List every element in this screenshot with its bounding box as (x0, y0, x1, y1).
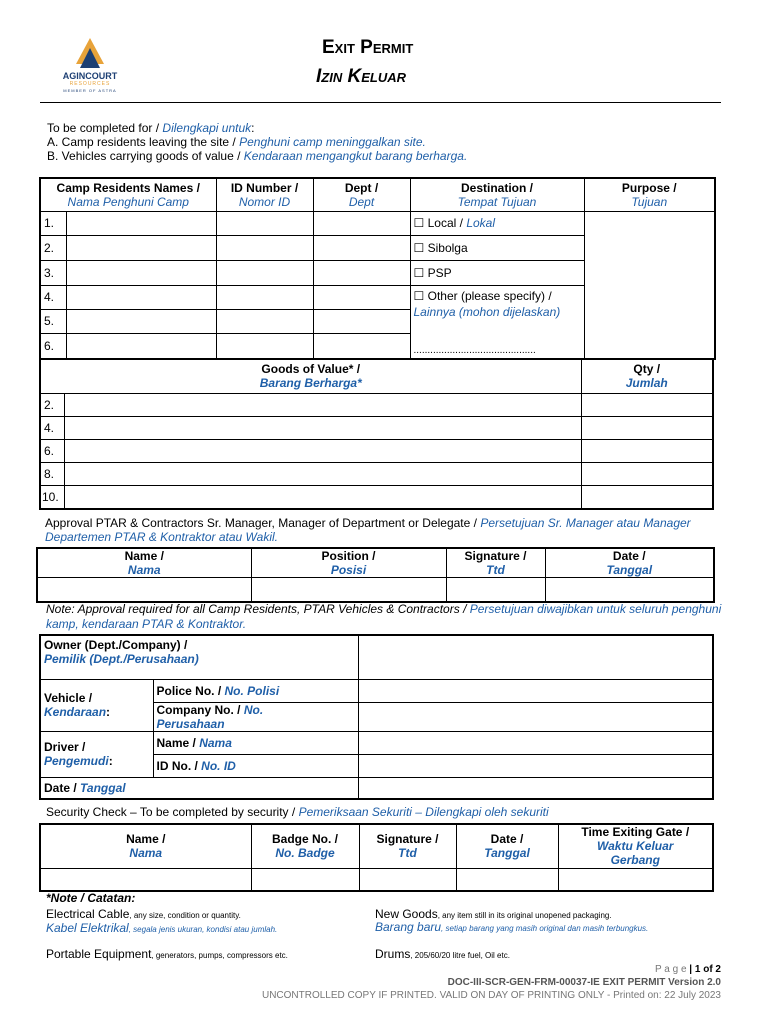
dest-other[interactable]: ☐ Other (please specify) / Lainnya (mohon dijelaskan) ............................................ (410, 285, 584, 359)
vehicle-date-label: Date / Tanggal (40, 777, 358, 799)
col-header-time-exiting: Time Exiting Gate / Waktu Keluar Gerbang (558, 824, 713, 868)
row-number: 2. (41, 236, 67, 260)
intro-l1-id: Dilengkapi untuk (162, 121, 252, 135)
dept-cell[interactable] (313, 309, 410, 333)
col-header-name: Name / Nama (40, 824, 251, 868)
approval-name-cell[interactable] (37, 578, 251, 602)
dept-cell[interactable] (313, 235, 410, 260)
approval-table (36, 547, 715, 603)
vehicle-label: Vehicle / Kendaraan: (40, 679, 153, 731)
dept-cell[interactable] (313, 333, 410, 359)
note-text-id: Persetujuan diwajibkan untuk seluruh penghuni kamp, kendaraan PTAR & Kontraktor. (46, 602, 722, 631)
intro-line-3 (47, 149, 467, 163)
uncontrolled-notice: UNCONTROLLED COPY IF PRINTED. VALID ON DAY OF PRINTING ONLY - Printed on: 22 July 2023 (261, 990, 721, 1001)
security-date-cell[interactable] (456, 868, 558, 891)
table-row[interactable] (40, 235, 216, 260)
qty-cell[interactable] (581, 416, 713, 439)
id-cell[interactable] (216, 285, 313, 309)
table-row[interactable] (40, 285, 216, 309)
security-badge-cell[interactable] (251, 868, 359, 891)
table-row[interactable] (40, 211, 216, 235)
police-label: Police No. / No. Polisi (153, 679, 358, 702)
dept-cell[interactable] (313, 211, 410, 235)
doc-id: DOC-III-SCR-GEN-FRM-00037-IE EXIT PERMIT Version 2.0 (447, 977, 721, 988)
intro-l2-id: Penghuni camp meninggalkan site. (239, 135, 426, 149)
goods-cell[interactable] (64, 416, 581, 439)
col-header-position: Position / Posisi (251, 548, 446, 578)
note-drums: Drums, 205/60/20 litre fuel, Oil etc. (375, 947, 510, 961)
logo-name: AGINCOURT (62, 71, 118, 81)
approval-signature-cell[interactable] (446, 578, 545, 602)
row-number: 6. (41, 334, 67, 358)
notes-heading: *Note / Catatan: (46, 891, 136, 905)
note-electrical-id: Kabel Elektrikal, segala jenis ukuran, kondisi atau jumlah. (46, 921, 278, 935)
dest-local[interactable]: ☐ Local / Lokal (410, 211, 584, 235)
security-time-cell[interactable] (558, 868, 713, 891)
col-header-signature: Signature / Ttd (359, 824, 456, 868)
col-header-id: ID Number / Nomor ID (216, 178, 313, 211)
col-header-dept: Dept / Dept (313, 178, 410, 211)
dept-cell[interactable] (313, 260, 410, 285)
col-header-qty: Qty / Jumlah (581, 359, 713, 393)
row-number: 1. (41, 212, 67, 235)
dest-psp[interactable]: ☐ PSP (410, 260, 584, 285)
checkbox-icon[interactable]: ☐ (413, 216, 425, 230)
approval-text-id: Persetujuan Sr. Manager atau Manager Departemen PTAR & Kontraktor atau Wakil. (45, 516, 691, 544)
company-logo (58, 38, 122, 96)
note-text (46, 602, 726, 632)
intro-l1-en: To be completed for / (47, 121, 163, 135)
col-header-purpose: Purpose / Tujuan (584, 178, 715, 211)
approval-date-cell[interactable] (545, 578, 714, 602)
purpose-cell[interactable] (584, 211, 715, 359)
id-cell[interactable] (216, 333, 313, 359)
qty-cell[interactable] (581, 462, 713, 485)
driver-id-value-cell[interactable] (358, 754, 713, 777)
driver-id-label: ID No. / No. ID (153, 754, 358, 777)
residents-table (39, 177, 716, 360)
qty-cell[interactable] (581, 393, 713, 416)
row-number: 5. (41, 310, 67, 333)
intro-l1-colon: : (251, 121, 255, 135)
title-en: Exit Permit (322, 37, 414, 58)
approval-text (45, 516, 713, 544)
security-text (46, 805, 549, 819)
note-electrical: Electrical Cable, any size, condition or quantity. (46, 907, 241, 921)
id-cell[interactable] (216, 309, 313, 333)
logo-sub: RESOURCES (69, 81, 111, 87)
driver-name-label: Name / Nama (153, 731, 358, 754)
intro-line-1 (47, 121, 254, 135)
goods-cell[interactable] (64, 439, 581, 462)
row-number: 6. (40, 439, 64, 462)
security-signature-cell[interactable] (359, 868, 456, 891)
id-cell[interactable] (216, 260, 313, 285)
security-table (39, 823, 714, 892)
security-text-en: Security Check – To be completed by security / (46, 805, 299, 819)
row-number: 10. (40, 485, 64, 509)
intro-l2-en: A. Camp residents leaving the site / (47, 135, 240, 149)
checkbox-icon[interactable]: ☐ (413, 288, 425, 303)
col-header-date: Date / Tanggal (456, 824, 558, 868)
col-header-destination: Destination / Tempat Tujuan (410, 178, 584, 211)
vehicle-date-value-cell[interactable] (358, 777, 713, 799)
table-row[interactable] (40, 260, 216, 285)
intro-l3-en: B. Vehicles carrying goods of value / (47, 149, 244, 163)
security-name-cell[interactable] (40, 868, 251, 891)
note-text-en: Note: Approval required for all Camp Residents, PTAR Vehicles & Contractors / (46, 602, 470, 616)
row-number: 2. (40, 393, 64, 416)
note-new-goods-id: Barang baru, setiap barang yang masih original dan masih terbungkus. (375, 920, 649, 934)
driver-name-value-cell[interactable] (358, 731, 713, 754)
company-value-cell[interactable] (358, 702, 713, 731)
police-value-cell[interactable] (358, 679, 713, 702)
row-number: 4. (40, 416, 64, 439)
goods-table (39, 358, 714, 510)
company-label: Company No. / No. Perusahaan (153, 702, 358, 731)
approval-text-en: Approval PTAR & Contractors Sr. Manager, Manager of Department or Delegate / (45, 516, 481, 530)
header-rule (40, 102, 721, 103)
row-number: 8. (40, 462, 64, 485)
dept-cell[interactable] (313, 285, 410, 309)
checkbox-icon[interactable]: ☐ (413, 240, 425, 255)
goods-cell[interactable] (64, 485, 581, 509)
intro-l3-id: Kendaraan mengangkut barang berharga. (243, 149, 468, 163)
table-row[interactable] (40, 333, 216, 359)
security-text-id: Pemeriksaan Sekuriti – Dilengkapi oleh sekuriti (298, 805, 549, 819)
logo-mountain-icon (58, 38, 122, 72)
approval-position-cell[interactable] (251, 578, 446, 602)
logo-member: MEMBER OF ASTRA (63, 88, 117, 93)
col-header-names: Camp Residents Names / Nama Penghuni Camp (40, 178, 216, 211)
page-indicator: P a g e | 1 of 2 (655, 964, 721, 975)
qty-cell[interactable] (581, 485, 713, 509)
note-portable: Portable Equipment, generators, pumps, compressors etc. (46, 947, 288, 961)
row-number: 3. (41, 261, 67, 285)
goods-cell[interactable] (64, 393, 581, 416)
col-header-date: Date / Tanggal (545, 548, 714, 578)
col-header-goods: Goods of Value* / Barang Berharga* (40, 359, 581, 393)
intro-line-2 (47, 135, 426, 149)
title-id: Izin Keluar (316, 66, 406, 87)
note-new-goods: New Goods, any item still in its original unopened packaging. (375, 907, 612, 921)
dest-sibolga[interactable]: ☐ Sibolga (410, 235, 584, 260)
col-header-name: Name / Nama (37, 548, 251, 578)
owner-value-cell[interactable] (358, 635, 713, 679)
id-cell[interactable] (216, 211, 313, 235)
id-cell[interactable] (216, 235, 313, 260)
vehicle-table (39, 634, 714, 800)
qty-cell[interactable] (581, 439, 713, 462)
table-row[interactable] (40, 309, 216, 333)
col-header-signature: Signature / Ttd (446, 548, 545, 578)
checkbox-icon[interactable]: ☐ (413, 265, 425, 280)
owner-label: Owner (Dept./Company) / Pemilik (Dept./Perusahaan) (40, 635, 358, 679)
col-header-badge: Badge No. / No. Badge (251, 824, 359, 868)
goods-cell[interactable] (64, 462, 581, 485)
row-number: 4. (41, 286, 67, 309)
driver-label: Driver / Pengemudi: (40, 731, 153, 777)
